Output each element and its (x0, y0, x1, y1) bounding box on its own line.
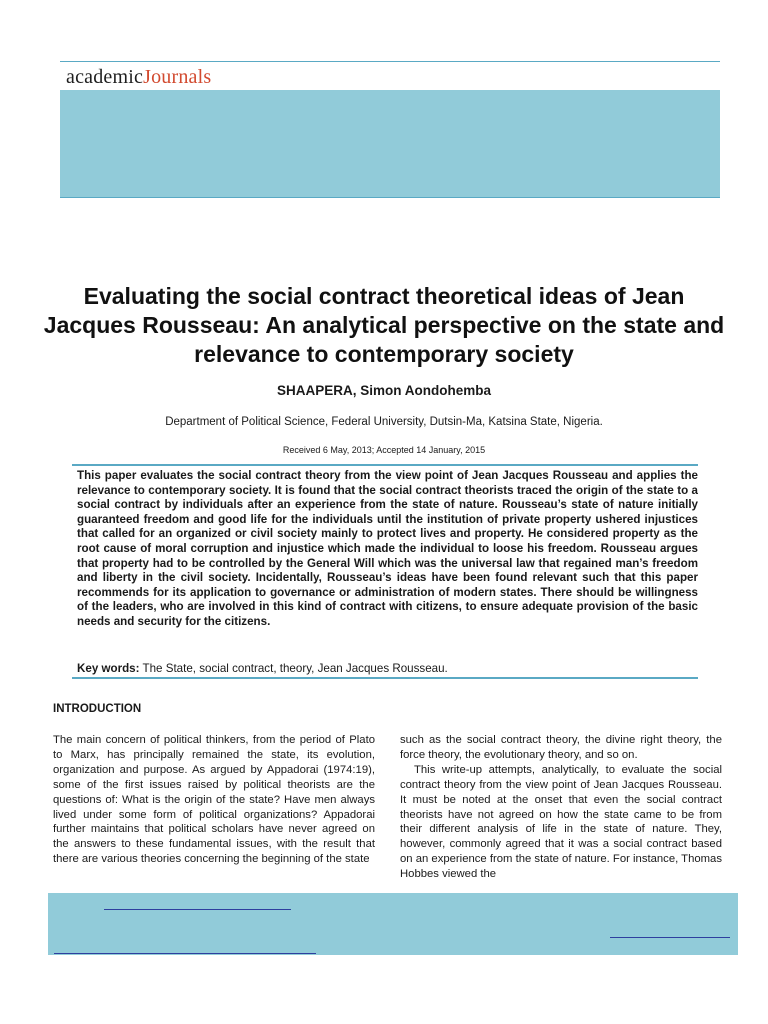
abstract-text: This paper evaluates the social contract theory from the view point of Jean Jacques Rousseau and applies the relevance to contemporary society. It is found that the social contract theorists traced the origin of the state to a social contract by individuals after an experience from the state of nature. Rousseau’s state of nature initially guaranteed freedom and good life for the individuals until the institution of private property ushered injustices that called for an organized or civil society mainly to protect lives and property. He considered property as the root cause of moral corruption and injustice which made the individual to loose his freedom. Rousseau argues that property had to be controlled by the General Will which was the universal law that regained man’s freedom and liberty in the civil society. Incidentally, Rousseau’s ideas have been found relevant such that this paper recommends for its application to governance or administration of modern states. There should be willingness of the leaders, who are involved in this kind of contract with citizens, to ensure adequate provision of the basic needs and security for the citizens. (77, 469, 698, 628)
keywords (77, 662, 698, 675)
abstract-rule-bottom (72, 677, 698, 679)
footnote-link[interactable] (54, 953, 316, 954)
footer-band (48, 893, 738, 955)
footnote-link[interactable] (610, 937, 730, 938)
abstract-rule-top (72, 464, 698, 466)
paragraph: The main concern of political thinkers, from the period of Plato to Marx, has principally remained the state, its evolution, organization and purpose. As argued by Appadorai (1974:19), some of the first issues raised by political theorists are the questions of: What is the origin of the state? Have men always lived under some form of political organizations? Appadorai further maintains that political scholars have never agreed on the answers to these fundamental issues, with the result that there are various theories concerning the beginning of the state (53, 734, 375, 866)
footnote-link[interactable] (104, 909, 291, 910)
received-accepted-dates: Received 6 May, 2013; Accepted 14 January, 2015 (282, 445, 486, 455)
author-affiliation: Department of Political Science, Federal University, Dutsin-Ma, Katsina State, Nigeria. (165, 416, 603, 428)
section-heading-introduction: INTRODUCTION (53, 703, 142, 715)
body-column-left (53, 733, 375, 867)
logo-academic: academic (66, 66, 144, 88)
article-title: Evaluating the social contract theoretical ideas of Jean Jacques Rousseau: An analytical perspective on the state and relevance to contemporary society (43, 283, 725, 367)
top-rule (60, 61, 720, 62)
keywords-label: Key words: (77, 662, 140, 675)
article-author: SHAAPERA, Simon Aondohemba (276, 383, 491, 398)
body-column-right (400, 733, 722, 882)
paragraph: This write-up attempts, analytically, to evaluate the social contract theory from the view point of Jean Jacques Rousseau. It must be noted at the onset that even the social contract theorists have not agreed on how the state came to be from their different analysis of life in the state of nature. They, however, commonly agreed that it was a social contract based on an experience from the state of nature. For instance, Thomas Hobbes viewed the (400, 763, 722, 881)
header-band (60, 90, 720, 198)
journal-logo[interactable] (66, 66, 211, 89)
keywords-list: The State, social contract, theory, Jean Jacques Rousseau. (139, 662, 448, 675)
paragraph: such as the social contract theory, the divine right theory, the force theory, the evolutionary theory, and so on. (400, 734, 722, 761)
logo-journals: Journals (143, 66, 212, 88)
